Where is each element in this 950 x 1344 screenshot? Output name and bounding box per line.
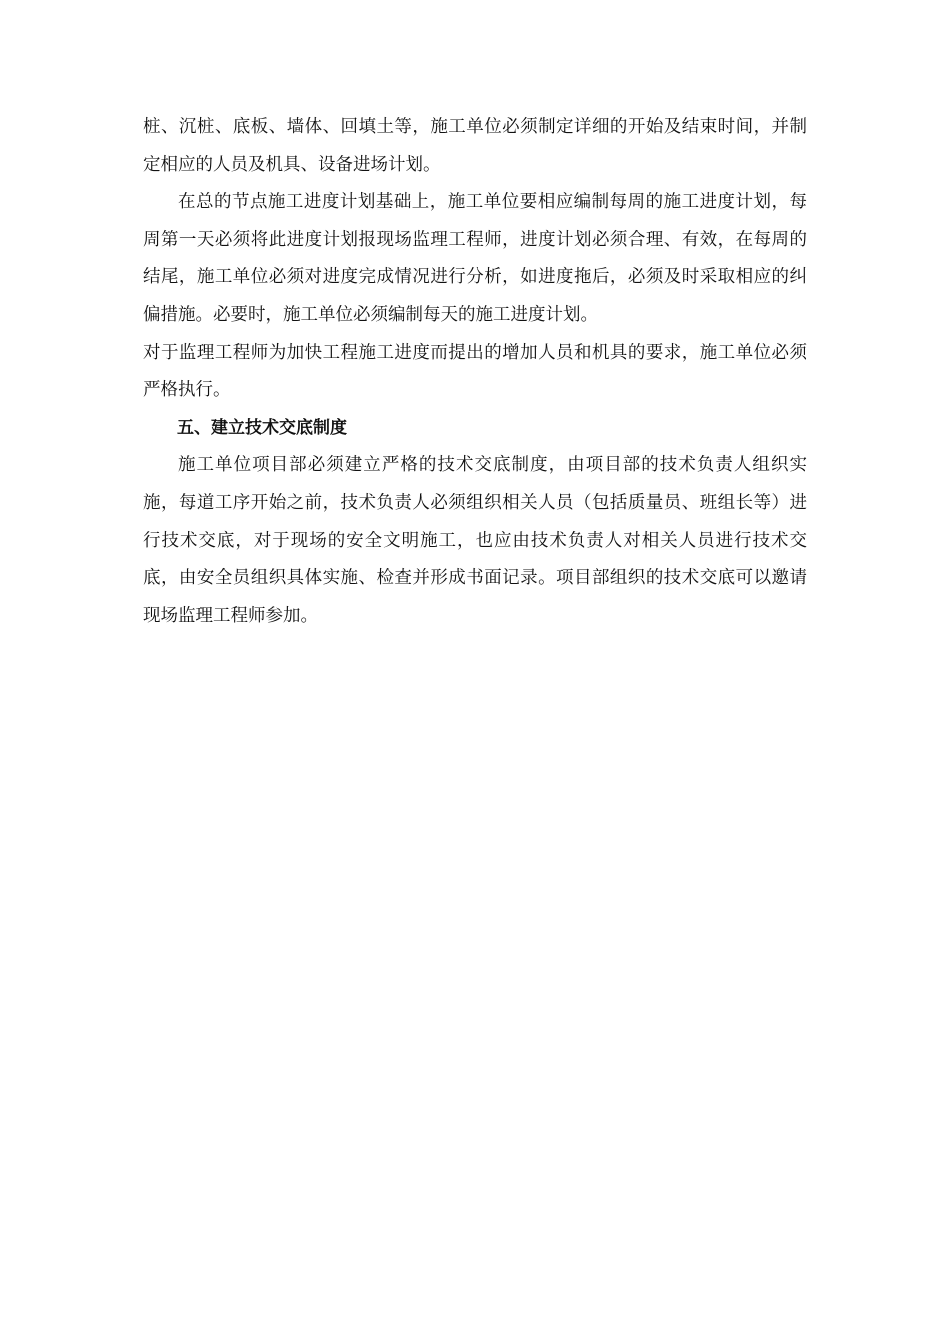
- section-heading: 五、建立技术交底制度: [177, 417, 347, 438]
- paragraph-continuation: 桩、沉桩、底板、墙体、回填土等，施工单位必须制定详细的开始及结束时间，并制定相应的人员及机具、设备进场计划。: [143, 117, 807, 175]
- document-body: [143, 109, 807, 635]
- paragraph-supervisor-requirements: 对于监理工程师为加快工程施工进度而提出的增加人员和机具的要求，施工单位必须严格执行。: [143, 342, 807, 401]
- paragraph-weekly-schedule: 在总的节点施工进度计划基础上，施工单位要相应编制每周的施工进度计划，每周第一天必须将此进度计划报现场监理工程师，进度计划必须合理、有效，在每周的结尾，施工单位必须对进度完成情况进行分析，如进度拖后，必须及时采取相应的纠偏措施。必要时，施工单位必须编制每天的施工进度计划。: [143, 192, 807, 325]
- paragraph-technical-briefing: 施工单位项目部必须建立严格的技术交底制度，由项目部的技术负责人组织实施，每道工序开始之前，技术负责人必须组织相关人员（包括质量员、班组长等）进行技术交底，对于现场的安全文明施工，也应由技术负责人对相关人员进行技术交底，由安全员组织具体实施、检查并形成书面记录。项目部组织的技术交底可以邀请现场监理工程师参加。: [143, 455, 807, 626]
